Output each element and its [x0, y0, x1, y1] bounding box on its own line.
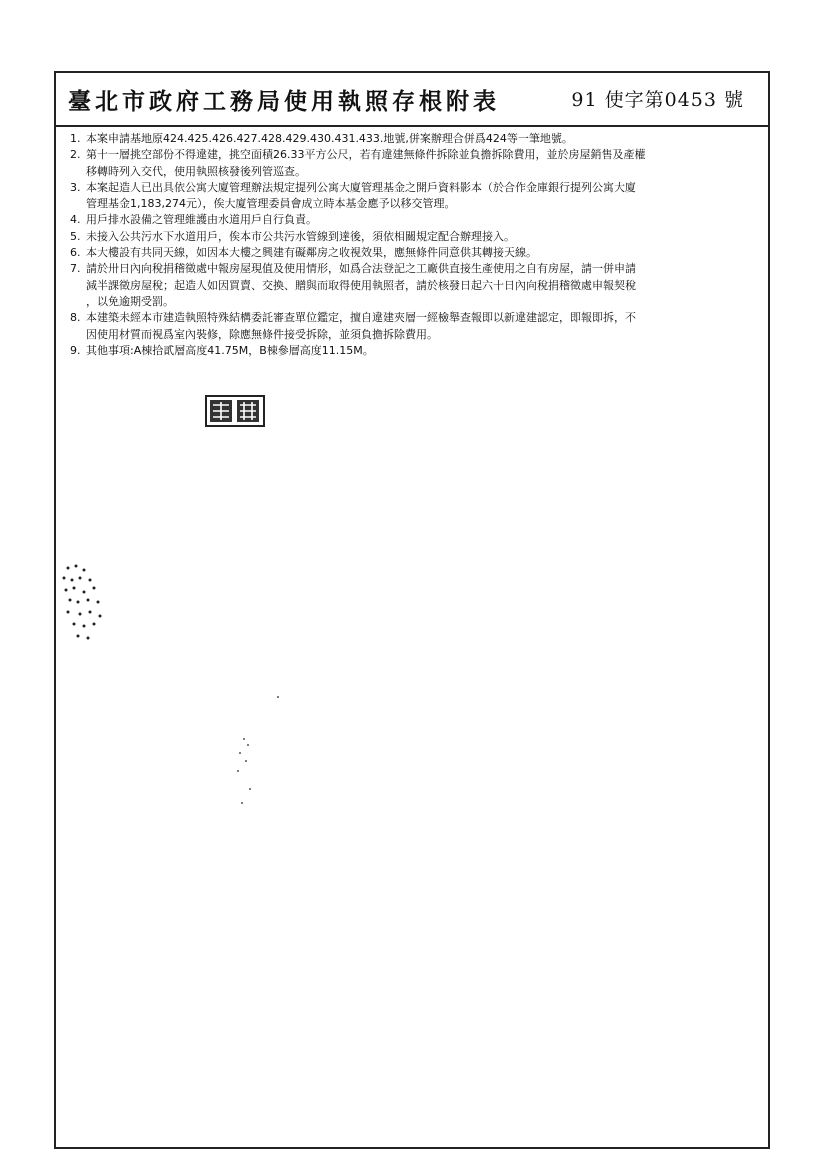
note-text: 用戶排水設備之管理維護由水道用戶自行負責。 — [86, 213, 317, 227]
official-chop-icon — [204, 393, 266, 429]
permit-number: 91 使字第0453 號 — [571, 89, 744, 111]
note-number: 1. — [70, 132, 81, 145]
note-item — [70, 245, 780, 261]
note-item — [70, 310, 780, 343]
note-item — [70, 131, 780, 147]
note-number: 9. — [70, 343, 81, 357]
note-item — [70, 261, 780, 310]
note-number: 2. — [70, 148, 81, 162]
note-text: 本案申請基地原424.425.426.427.428.429.430.431.433.地號,併案辦理合併爲424等一筆地號。 — [86, 132, 573, 145]
scan-specks — [226, 693, 306, 813]
note-text: 未接入公共污水下水道用戶，俟本市公共污水管線到達後，須依相關規定配合辦理接入。 — [86, 229, 515, 243]
note-text: 本大樓設有共同天線，如因本大樓之興建有礙鄰房之收視效果，應無條件同意供其轉接天線。 — [86, 246, 537, 260]
note-item — [70, 180, 780, 213]
note-item — [70, 212, 780, 228]
note-item — [70, 229, 780, 245]
note-item — [70, 343, 780, 359]
note-number: 3. — [70, 180, 81, 194]
note-text: 本建築未經本市建造執照特殊結構委託審查單位鑑定，擅自違建夾層一經檢舉查報即以新違建認定，即報即拆，不 因使用材質而視爲室內裝修，除應無條件接受拆除，並須負擔拆除費用。 — [86, 311, 636, 341]
note-item — [70, 147, 780, 180]
note-text: 第十一層挑空部份不得違建，挑空面積26.33平方公尺，若有違建無條件拆除並負擔拆除費用，並於房屋銷售及產權 移轉時列入交代，使用執照核發後列管巡查。 — [86, 148, 646, 178]
note-number: 4. — [70, 213, 81, 227]
document-frame — [54, 71, 770, 1149]
note-number: 8. — [70, 311, 81, 325]
note-text: 請於卅日內向稅捐稽徵處中報房屋現值及使用情形，如爲合法登記之工廠供直接生產使用之自有房屋，請一併申請 減半課徵房屋稅；起造人如因買賣、交換、贈與而取得使用執照者，請於核發日起六十日內向稅捐稽徵處申報契稅 ，以免逾期受罰。 — [86, 262, 636, 308]
document-title: 臺北市政府工務局使用執照存根附表 — [68, 88, 500, 115]
notes-list — [70, 131, 780, 359]
note-number: 7. — [70, 262, 81, 276]
note-text: 本案起造人已出具依公寓大廈管理辦法規定提列公寓大廈管理基金之開戶資料影本（於合作金庫銀行提列公寓大廈 管理基金1,183,274元），俟大廈管理委員會成立時本基金應予以移交管理。 — [86, 180, 636, 211]
document-header — [56, 73, 768, 127]
note-number: 6. — [70, 246, 81, 260]
note-text: 其他事項:A棟拾貳層高度41.75M，B棟參層高度11.15M。 — [86, 343, 374, 357]
note-number: 5. — [70, 229, 81, 243]
perforation-seal-icon — [56, 558, 114, 648]
